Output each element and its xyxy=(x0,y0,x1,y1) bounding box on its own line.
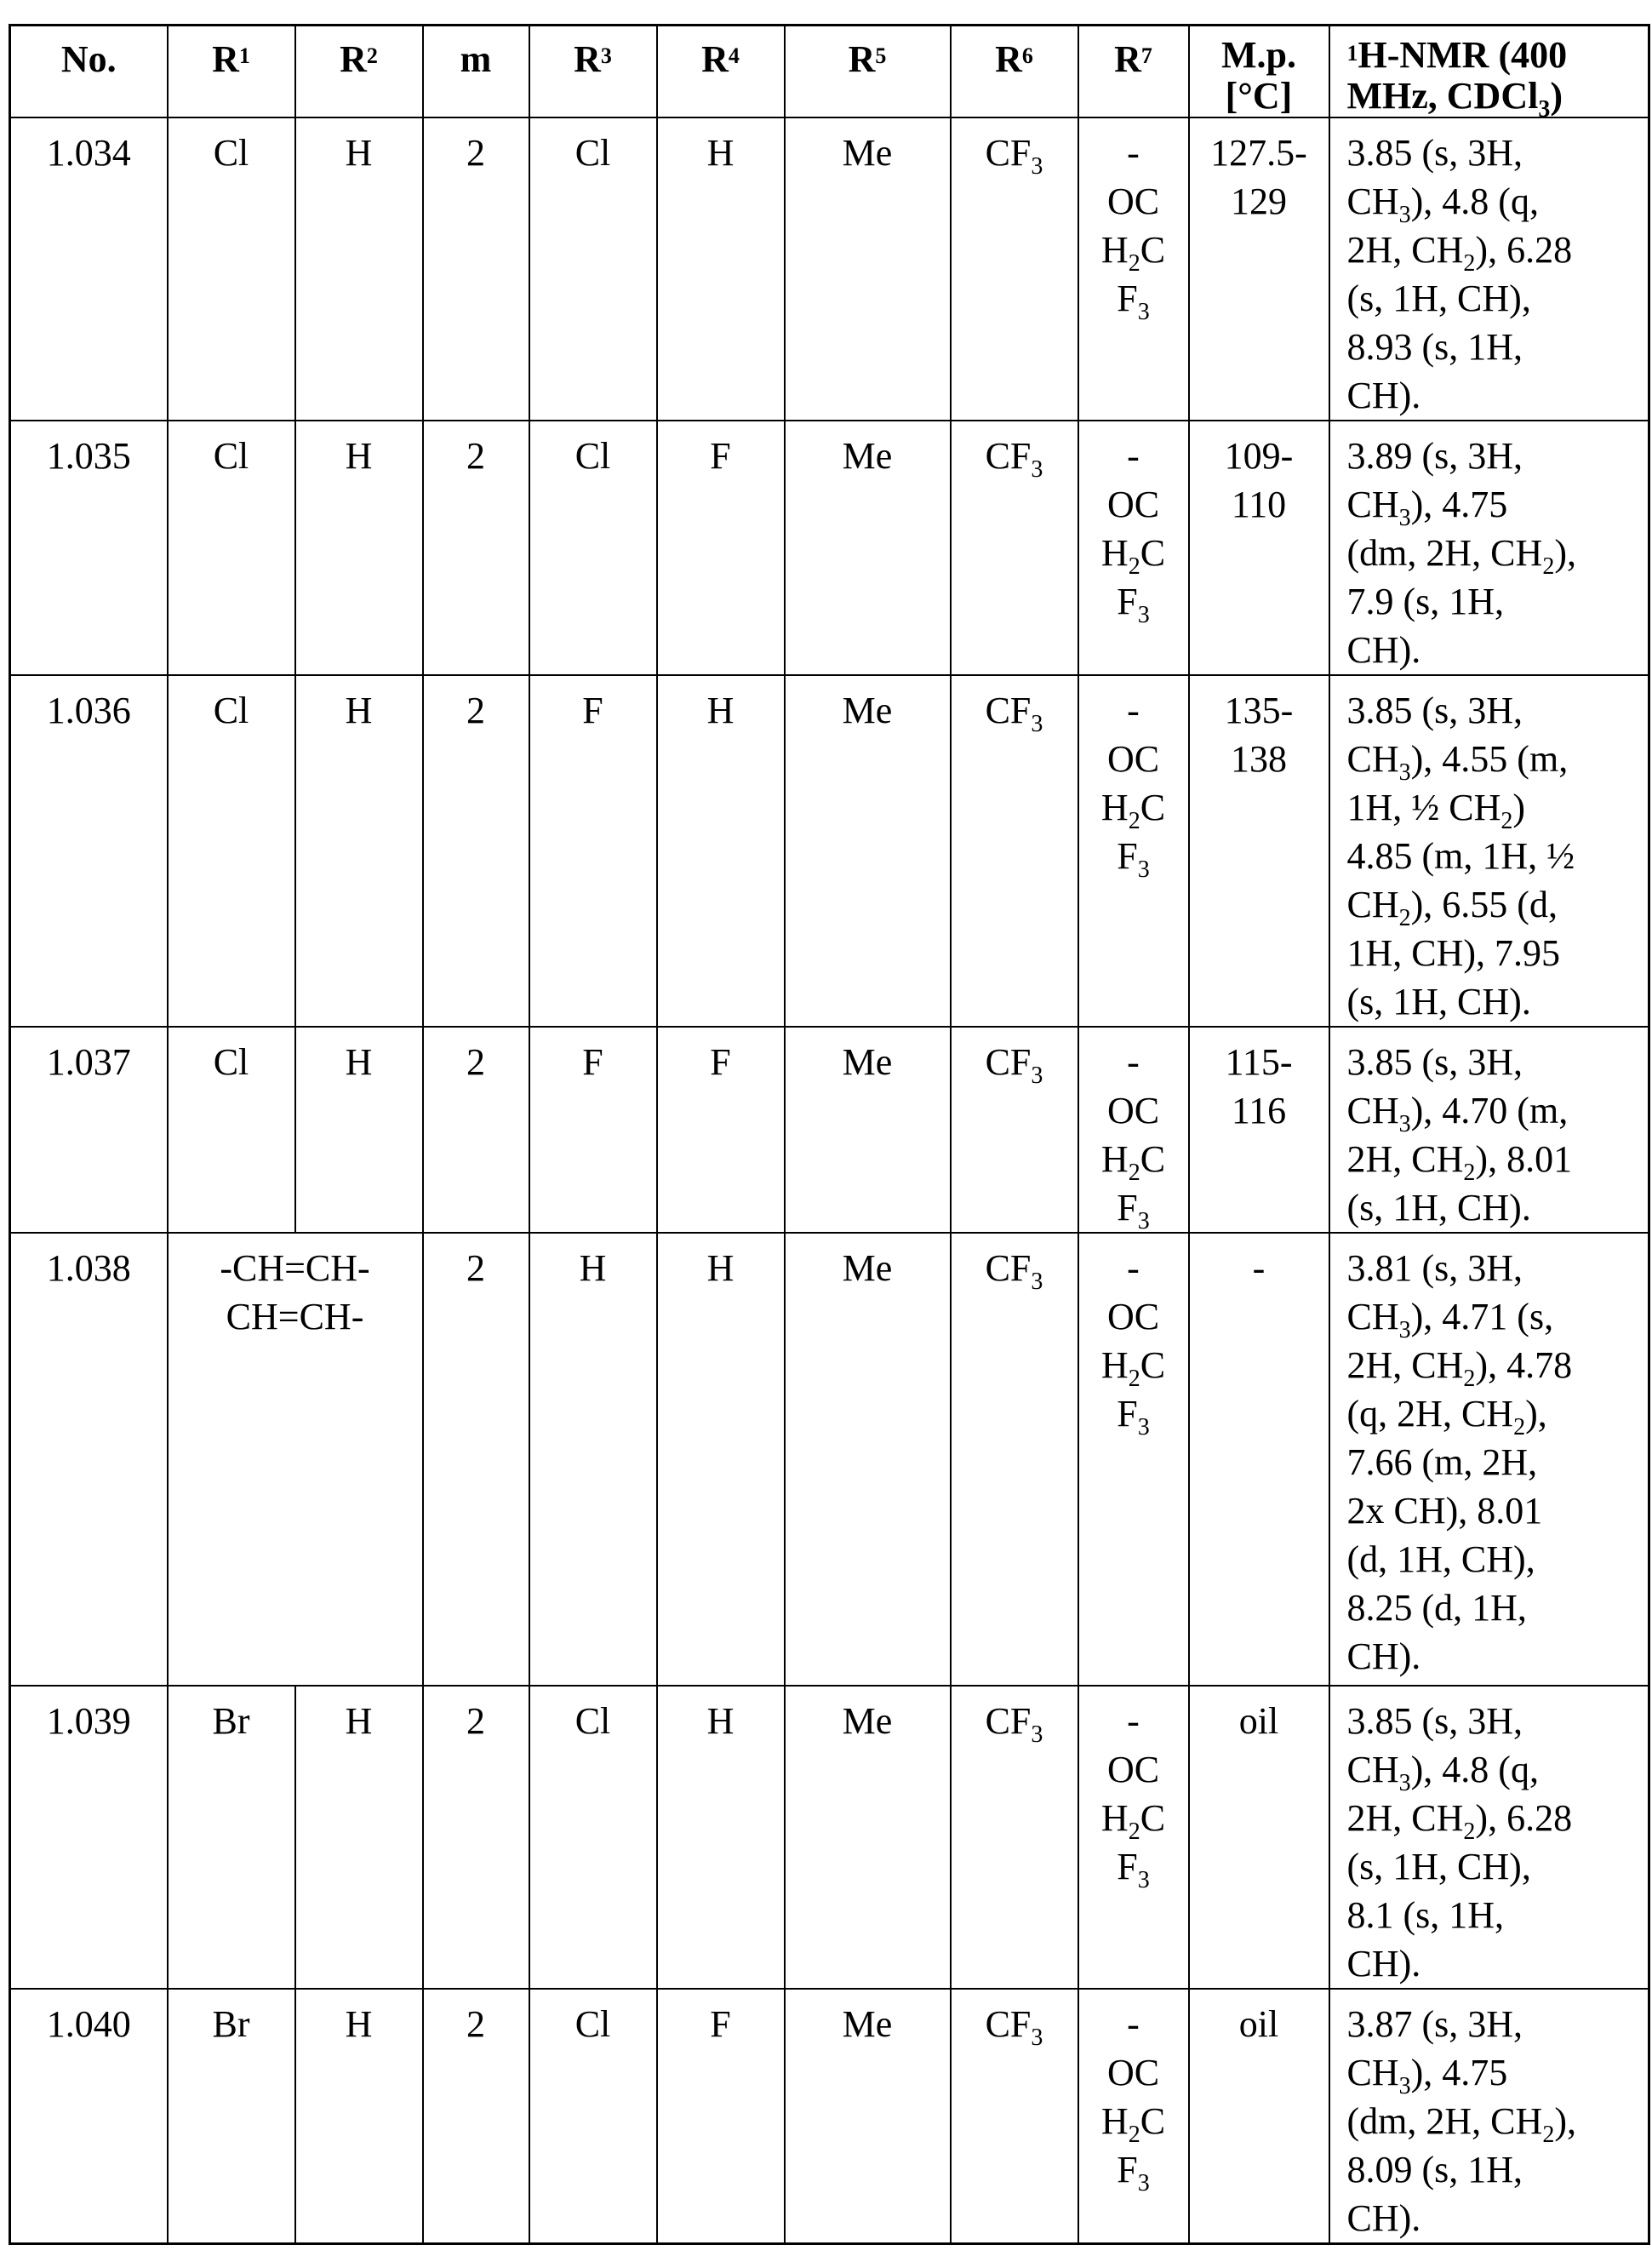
table-row xyxy=(10,1686,1649,1989)
cell-r7: - OC $H_2C$ $F_3$ xyxy=(1078,117,1189,421)
nmr-line: 1H, ½ $CH_2$) xyxy=(1346,787,1526,834)
nmr-line: $CH_2$), 6.55 (d, xyxy=(1346,884,1558,931)
table-row xyxy=(10,1027,1649,1233)
nmr-line: 1H, CH), 7.95 xyxy=(1346,932,1561,974)
cell-m: 2 xyxy=(423,675,529,1027)
cell-r6: $CF_3$ xyxy=(951,421,1078,675)
cell-melting-point: oil xyxy=(1189,1686,1329,1989)
cell-r1: Cl xyxy=(168,117,295,421)
nmr-line: $CH_3$), 4.75 xyxy=(1346,2052,1508,2099)
cell-r3: H xyxy=(529,1233,657,1686)
header-r2: $R^2$ xyxy=(295,26,423,118)
nmr-line: $CH_3$), 4.55 (m, xyxy=(1346,738,1569,786)
cell-r3: F xyxy=(529,675,657,1027)
header-mp: M.p. [°C] xyxy=(1189,26,1329,118)
cell-no: 1.035 xyxy=(10,421,168,675)
header-row xyxy=(10,26,1649,118)
nmr-line: 3.89 (s, 3H, xyxy=(1346,435,1523,477)
cell-nmr xyxy=(1329,1233,1649,1686)
table-body xyxy=(10,117,1649,2244)
cell-m: 2 xyxy=(423,1233,529,1686)
nmr-line: 3.87 (s, 3H, xyxy=(1346,2003,1523,2045)
nmr-line: 3.85 (s, 3H, xyxy=(1346,1041,1523,1083)
cell-nmr xyxy=(1329,1686,1649,1989)
cell-r7: - OC $H_2C$ $F_3$ xyxy=(1078,1233,1189,1686)
cell-no: 1.034 xyxy=(10,117,168,421)
cell-r5: Me xyxy=(785,1989,951,2244)
cell-r6: $CF_3$ xyxy=(951,1989,1078,2244)
nmr-line: 8.09 (s, 1H, xyxy=(1346,2149,1523,2191)
cell-r7: - OC $H_2C$ $F_3$ xyxy=(1078,1989,1189,2244)
nmr-line: $CH_3$), 4.75 xyxy=(1346,484,1508,531)
cell-r2: H xyxy=(295,117,423,421)
nmr-line: CH). xyxy=(1346,629,1421,671)
cell-r4: F xyxy=(657,1989,785,2244)
cell-nmr xyxy=(1329,421,1649,675)
cell-r2: H xyxy=(295,421,423,675)
nmr-line: (s, 1H, CH), xyxy=(1346,1846,1531,1887)
cell-melting-point: 135- 138 xyxy=(1189,675,1329,1027)
cell-no: 1.040 xyxy=(10,1989,168,2244)
cell-r7: - OC $H_2C$ $F_3$ xyxy=(1078,675,1189,1027)
cell-r4: H xyxy=(657,1233,785,1686)
cell-no: 1.039 xyxy=(10,1686,168,1989)
header-r3: $R^3$ xyxy=(529,26,657,118)
nmr-line: 7.9 (s, 1H, xyxy=(1346,581,1505,622)
nmr-line: (dm, 2H, $CH_2$), xyxy=(1346,2100,1576,2148)
nmr-line: 4.85 (m, 1H, ½ xyxy=(1346,835,1575,877)
cell-r6: $CF_3$ xyxy=(951,675,1078,1027)
nmr-line: (dm, 2H, $CH_2$), xyxy=(1346,532,1576,580)
nmr-line: $CH_3$), 4.71 (s, xyxy=(1346,1296,1554,1343)
nmr-line: 2H, $CH_2$), 6.28 xyxy=(1346,1797,1573,1845)
cell-r4: F xyxy=(657,1027,785,1233)
nmr-line: $CH_3$), 4.70 (m, xyxy=(1346,1090,1569,1137)
nmr-line: $CH_3$), 4.8 (q, xyxy=(1346,180,1539,228)
nmr-line: $CH_3$), 4.8 (q, xyxy=(1346,1749,1539,1796)
cell-melting-point: 109- 110 xyxy=(1189,421,1329,675)
header-r4: $R^4$ xyxy=(657,26,785,118)
cell-r2: H xyxy=(295,675,423,1027)
cell-melting-point: 115- 116 xyxy=(1189,1027,1329,1233)
table-row xyxy=(10,675,1649,1027)
nmr-line: 3.85 (s, 3H, xyxy=(1346,1700,1523,1742)
header-no: No. xyxy=(10,26,168,118)
cell-r5: Me xyxy=(785,117,951,421)
nmr-line: 2H, $CH_2$), 6.28 xyxy=(1346,229,1573,277)
table-row xyxy=(10,421,1649,675)
header-r7: $R^7$ xyxy=(1078,26,1189,118)
cell-nmr xyxy=(1329,117,1649,421)
cell-nmr xyxy=(1329,675,1649,1027)
nmr-line: 2H, $CH_2$), 4.78 xyxy=(1346,1344,1573,1392)
cell-m: 2 xyxy=(423,421,529,675)
header-r1: $R^1$ xyxy=(168,26,295,118)
cell-r1: Cl xyxy=(168,1027,295,1233)
nmr-line: (d, 1H, CH), xyxy=(1346,1538,1535,1580)
nmr-line: 2x CH), 8.01 xyxy=(1346,1490,1543,1532)
cell-m: 2 xyxy=(423,1989,529,2244)
cell-r4: H xyxy=(657,1686,785,1989)
nmr-line: 8.25 (d, 1H, xyxy=(1346,1587,1527,1629)
cell-r6: $CF_3$ xyxy=(951,117,1078,421)
cell-no: 1.037 xyxy=(10,1027,168,1233)
cell-r3: Cl xyxy=(529,117,657,421)
nmr-line: CH). xyxy=(1346,1635,1421,1677)
cell-r2: H xyxy=(295,1989,423,2244)
cell-r5: Me xyxy=(785,421,951,675)
cell-r5: Me xyxy=(785,1027,951,1233)
cell-r1: Br xyxy=(168,1989,295,2244)
nmr-line: 8.93 (s, 1H, xyxy=(1346,326,1523,368)
nmr-line: 8.1 (s, 1H, xyxy=(1346,1894,1505,1936)
cell-r7: - OC $H_2C$ $F_3$ xyxy=(1078,1686,1189,1989)
nmr-line: (s, 1H, CH). xyxy=(1346,1187,1531,1228)
cell-r7: - OC $H_2C$ $F_3$ xyxy=(1078,1027,1189,1233)
cell-r4: H xyxy=(657,675,785,1027)
cell-no: 1.036 xyxy=(10,675,168,1027)
cell-r6: $CF_3$ xyxy=(951,1686,1078,1989)
nmr-line: 3.81 (s, 3H, xyxy=(1346,1247,1523,1289)
cell-r7: - OC $H_2C$ $F_3$ xyxy=(1078,421,1189,675)
cell-r1: Cl xyxy=(168,421,295,675)
cell-r1: Cl xyxy=(168,675,295,1027)
header-r5: $R^5$ xyxy=(785,26,951,118)
cell-no: 1.038 xyxy=(10,1233,168,1686)
cell-r5: Me xyxy=(785,1233,951,1686)
table-row xyxy=(10,1233,1649,1686)
table-row xyxy=(10,117,1649,421)
cell-r6: $CF_3$ xyxy=(951,1027,1078,1233)
cell-m: 2 xyxy=(423,1027,529,1233)
cell-r3: Cl xyxy=(529,1989,657,2244)
nmr-line: (s, 1H, CH), xyxy=(1346,278,1531,319)
nmr-line: 3.85 (s, 3H, xyxy=(1346,132,1523,174)
cell-r4: H xyxy=(657,117,785,421)
cell-m: 2 xyxy=(423,1686,529,1989)
nmr-line: (q, 2H, $CH_2$), xyxy=(1346,1393,1547,1440)
cell-nmr xyxy=(1329,1027,1649,1233)
header-nmr: $^1$H-NMR (400 MHz, CDCl$_3$) xyxy=(1329,26,1649,118)
cell-m: 2 xyxy=(423,117,529,421)
nmr-line: (s, 1H, CH). xyxy=(1346,981,1531,1022)
nmr-line: 7.66 (m, 2H, xyxy=(1346,1441,1538,1483)
nmr-line: CH). xyxy=(1346,1943,1421,1984)
cell-r1: Br xyxy=(168,1686,295,1989)
cell-r2: H xyxy=(295,1027,423,1233)
nmr-line: CH). xyxy=(1346,375,1421,416)
cell-r2: H xyxy=(295,1686,423,1989)
compound-table xyxy=(9,24,1650,2245)
cell-r3: Cl xyxy=(529,421,657,675)
header-m: m xyxy=(423,26,529,118)
cell-r3: F xyxy=(529,1027,657,1233)
nmr-line: CH). xyxy=(1346,2197,1421,2239)
cell-r3: Cl xyxy=(529,1686,657,1989)
cell-r6: $CF_3$ xyxy=(951,1233,1078,1686)
cell-r1-r2-merged: -CH=CH- CH=CH- xyxy=(168,1233,423,1686)
header-r6: $R^6$ xyxy=(951,26,1078,118)
cell-r4: F xyxy=(657,421,785,675)
cell-melting-point: - xyxy=(1189,1233,1329,1686)
nmr-line: 2H, $CH_2$), 8.01 xyxy=(1346,1138,1573,1186)
cell-melting-point: 127.5- 129 xyxy=(1189,117,1329,421)
cell-melting-point: oil xyxy=(1189,1989,1329,2244)
cell-r5: Me xyxy=(785,1686,951,1989)
cell-r5: Me xyxy=(785,675,951,1027)
nmr-line: 3.85 (s, 3H, xyxy=(1346,690,1523,731)
